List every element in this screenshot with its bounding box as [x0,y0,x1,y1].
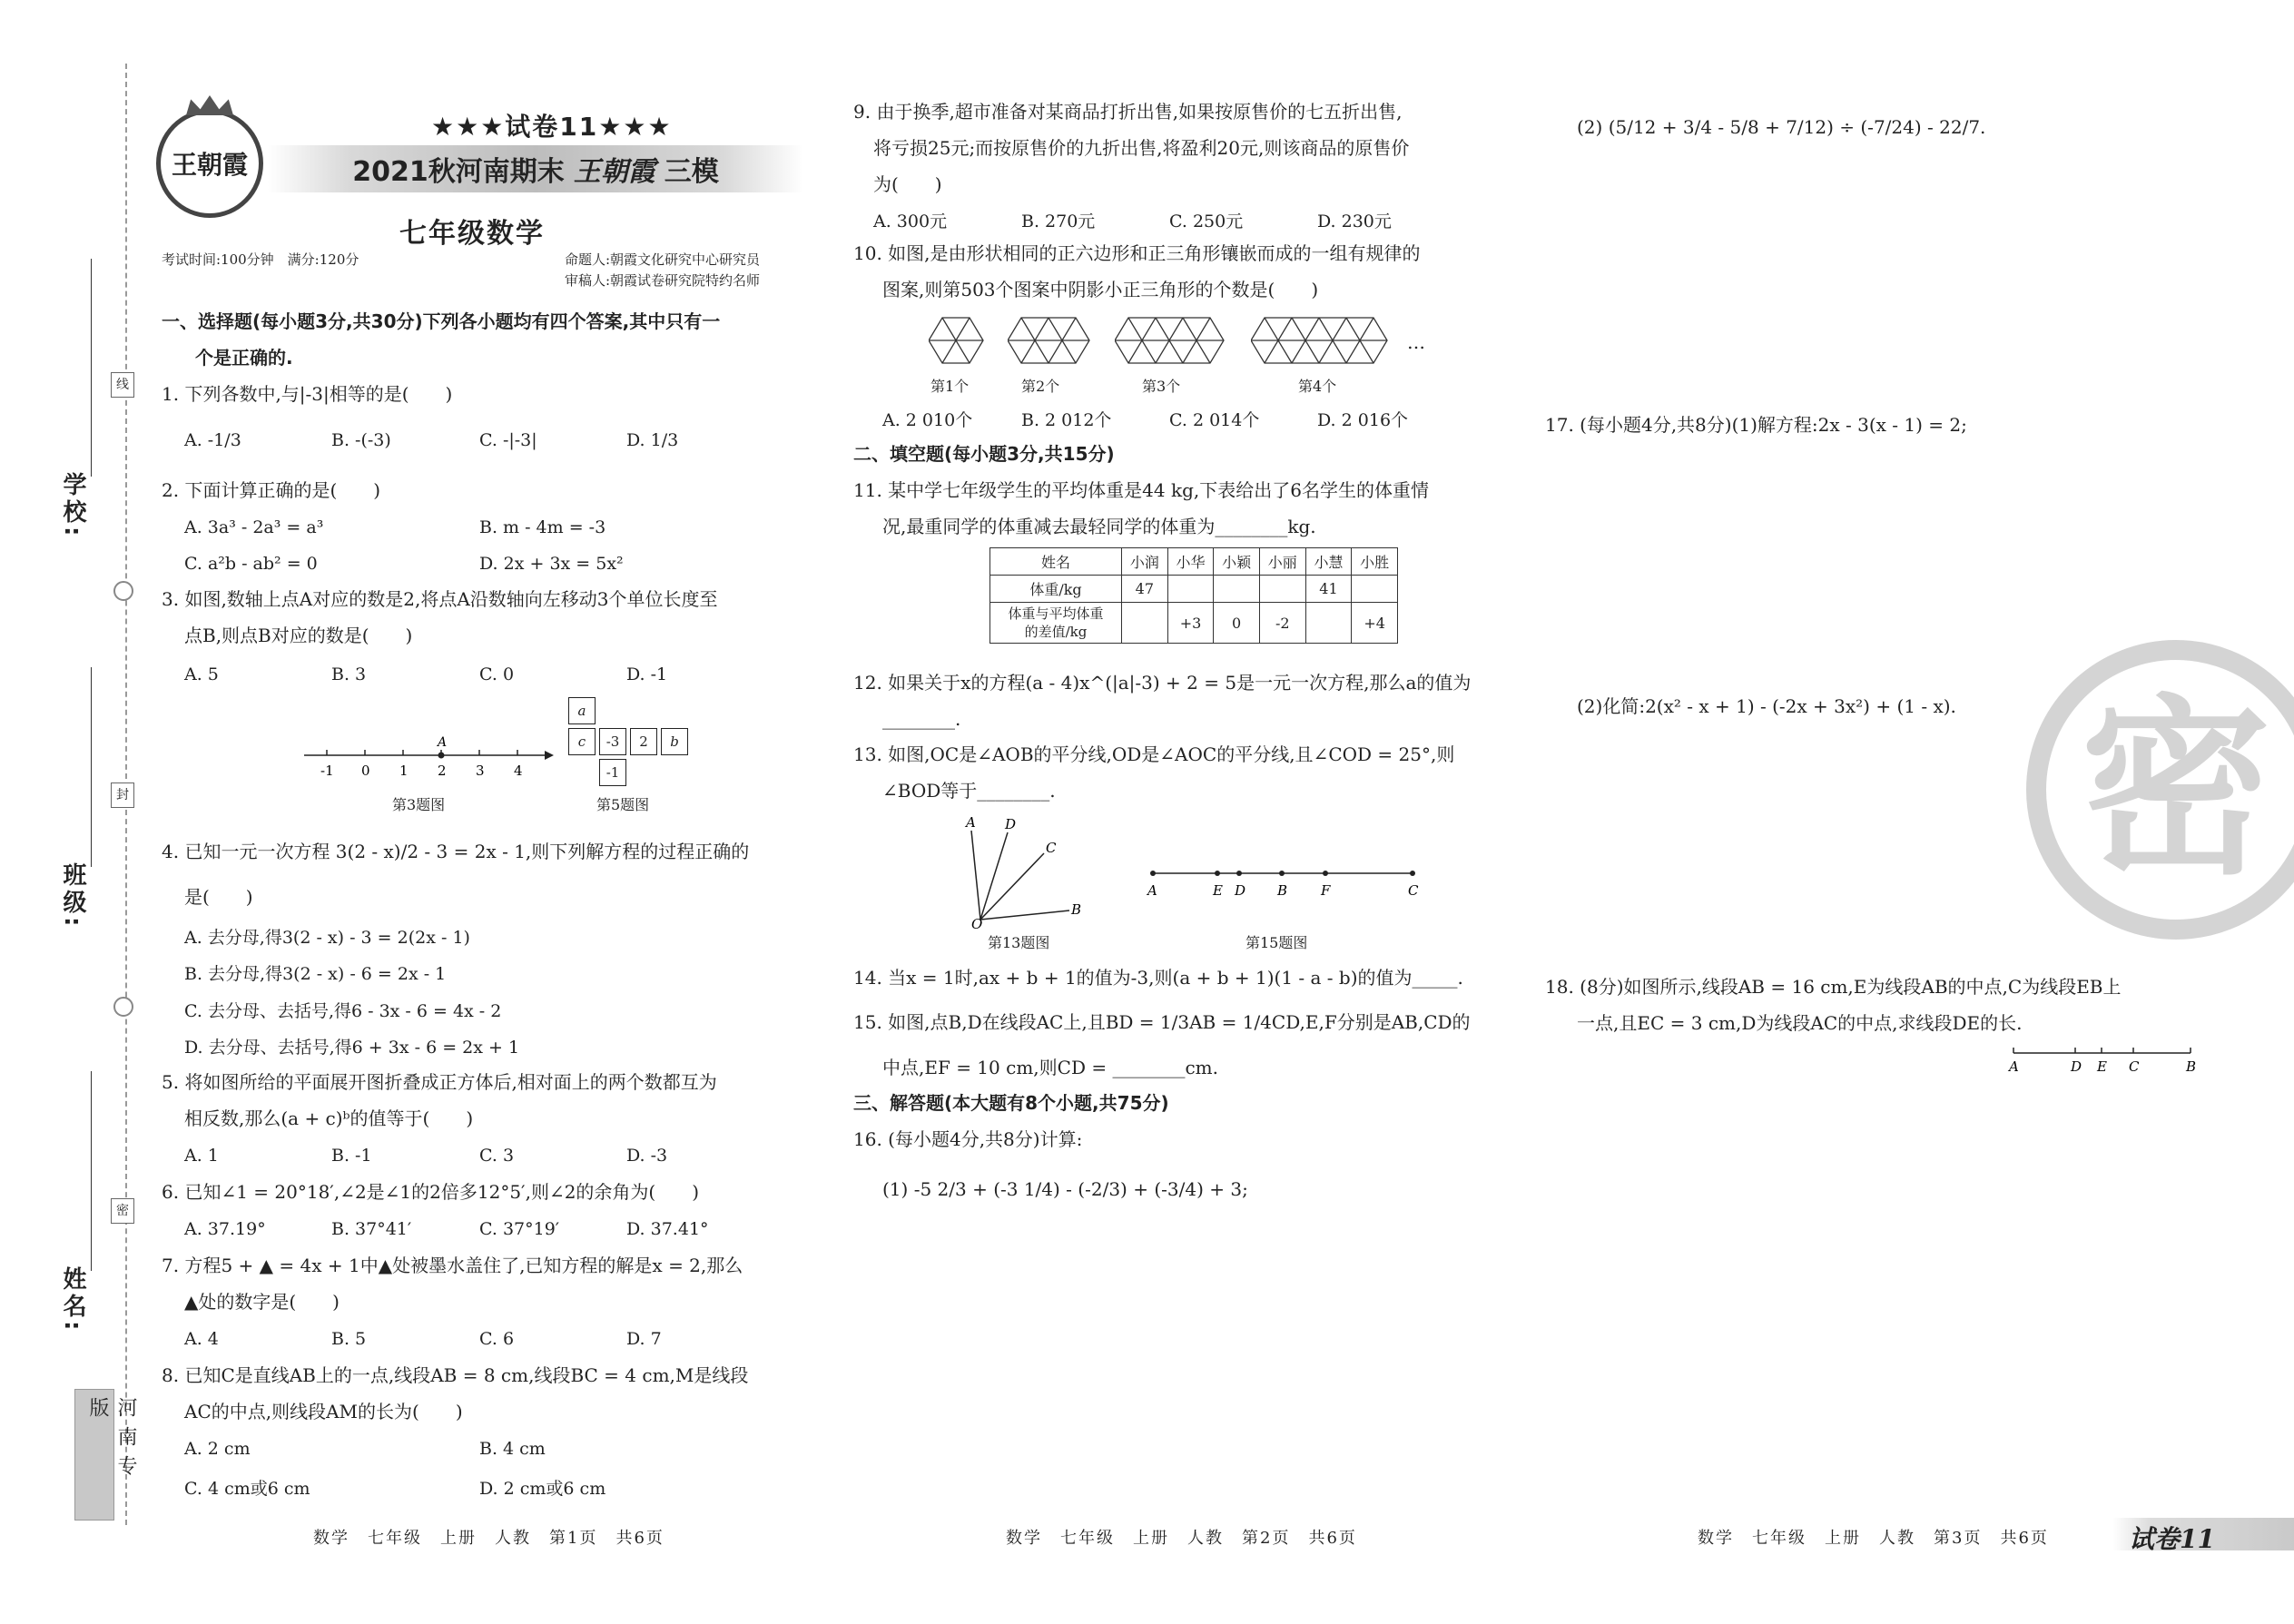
q10-caption-3: 第3个 [1142,378,1181,395]
row2-label-1: 体重与平均体重 [1008,605,1104,622]
svg-text:B: B [1071,901,1082,918]
q5-stem-1: 5. 将如图所给的平面展开图折叠成正方体后,相对面上的两个数都互为 [162,1071,717,1093]
q4-option-c: C. 去分母、去括号,得6 - 3x - 6 = 4x - 2 [184,1001,502,1021]
school-label: 学校: [59,472,86,540]
q8-stem-1: 8. 已知C是直线AB上的一点,线段AB = 8 cm,线段BC = 4 cm,M是线段 [162,1364,749,1386]
svg-text:A: A [1147,882,1157,899]
table-header: 小华 [1167,548,1214,576]
q17-part-2: (2)化简:2(x² - x + 1) - (-2x + 3x²) + (1 - x). [1577,695,1956,717]
row2-label-2: 的差值/kg [1024,624,1088,640]
svg-text:0: 0 [361,763,370,779]
seal-character: 密 [2080,678,2271,901]
q2-stem: 2. 下面计算正确的是( ) [162,479,381,501]
svg-text:4: 4 [514,763,523,779]
svg-text:3: 3 [476,763,485,779]
exam-suffix: 三模 [664,156,719,188]
section1-title-2: 个是正确的. [195,347,293,369]
name-label: 姓名: [59,1266,86,1334]
q9-option-c: C. 250元 [1169,212,1244,231]
table-cell [1259,576,1305,603]
svg-text:C: C [1046,840,1057,856]
q6-option-a: A. 37.19° [184,1219,266,1239]
q10-stem-2: 图案,则第503个图案中阴影小正三角形的个数是( ) [882,279,1319,300]
footer-page-2: 数学 七年级 上册 人教 第2页 共6页 [1006,1529,1357,1548]
q10-caption-1: 第1个 [930,378,970,395]
q3-option-a: A. 5 [184,664,219,684]
brand-name: 王朝霞 [573,156,655,188]
q18-stem-1: 18. (8分)如图所示,线段AB = 16 cm,E为线段AB的中点,C为线段EB上 [1545,976,2122,998]
svg-text:C: C [1408,882,1419,899]
table-cell-label [990,603,1122,644]
q10-pattern-4 [1251,313,1389,368]
fig13-angle-diagram [962,812,1098,930]
q5-stem-2: 相反数,那么(a + c)ᵇ的值等于( ) [184,1107,474,1129]
q12-stem-2: ________. [882,708,961,730]
q8-option-a: A. 2 cm [184,1439,251,1459]
q12-stem-1: 12. 如果关于x的方程(a - 4)x^(|a|-3) + 2 = 5是一元一次方程,那么a的值为 [853,672,1472,694]
table-header: 小胜 [1352,548,1398,576]
q3-option-c: C. 0 [479,664,515,684]
table-cell [1122,603,1168,644]
fig5-caption: 第5题图 [596,796,650,813]
logo-crown-icon [186,95,233,115]
q10-pattern-3 [1115,313,1226,368]
table-row [990,576,1398,603]
svg-text:-1: -1 [320,763,334,779]
q6-stem: 6. 已知∠1 = 20°18′,∠2是∠1的2倍多12°5′,则∠2的余角为( ) [162,1181,700,1203]
edition-text: 河南专版 [86,1397,137,1484]
school-line [91,259,92,477]
footer-page-3: 数学 七年级 上册 人教 第3页 共6页 [1698,1529,2049,1548]
q16-stem: 16. (每小题4分,共8分)计算: [853,1128,1083,1150]
q16-part-2: (2) (5/12 + 3/4 - 5/8 + 7/12) ÷ (-7/24) - 22/7. [1577,116,1986,138]
q1-option-d: D. 1/3 [626,430,679,450]
subject-title: 七年级数学 [399,218,545,250]
fig15-caption: 第15题图 [1245,934,1308,951]
q1-stem: 1. 下列各数中,与|-3|相等的是( ) [162,383,453,405]
table-header: 姓名 [990,548,1122,576]
svg-text:A: A [966,814,976,831]
q4-option-d: D. 去分母、去括号,得6 + 3x - 6 = 2x + 1 [184,1038,520,1058]
table-row [990,603,1398,644]
q10-pattern-1 [929,313,985,368]
q7-option-c: C. 6 [479,1329,515,1349]
q10-caption-4: 第4个 [1298,378,1337,395]
header-banner [268,145,803,192]
q16-part-1: (1) -5 2/3 + (-3 1/4) - (-2/3) + (-3/4) + 3; [882,1178,1248,1200]
q4-option-a: A. 去分母,得3(2 - x) - 3 = 2(2x - 1) [184,928,470,948]
q2-option-a: A. 3a³ - 2a³ = a³ [184,517,324,537]
svg-text:O: O [971,916,983,930]
q8-option-b: B. 4 cm [479,1439,546,1459]
q10-ellipsis: … [1407,331,1425,353]
series-title: ★★★试卷11★★★ [431,112,673,142]
table-header: 小慧 [1305,548,1352,576]
q5-option-d: D. -3 [626,1146,668,1166]
table-row [990,548,1398,576]
q7-option-b: B. 5 [331,1329,367,1349]
q3-stem-2: 点B,则点B对应的数是( ) [184,625,413,646]
q4-stem-2: 是( ) [184,886,253,908]
q10-pattern-2 [1008,313,1091,368]
q8-stem-2: AC的中点,则线段AM的长为( ) [184,1401,463,1422]
q11-stem-1: 11. 某中学七年级学生的平均体重是44 kg,下表给出了6名学生的体重情 [853,479,1429,501]
q9-option-b: B. 270元 [1021,212,1096,231]
svg-text:C: C [2129,1058,2140,1075]
point-a-label: A [438,735,448,750]
q15-stem-2: 中点,EF = 10 cm,则CD = ________cm. [882,1057,1218,1078]
q18-stem-2: 一点,且EC = 3 cm,D为线段AC的中点,求线段DE的长. [1577,1012,2023,1034]
svg-text:D: D [1235,882,1246,899]
section2-title: 二、填空题(每小题3分,共15分) [853,443,1115,465]
q6-option-c: C. 37°19′ [479,1219,560,1239]
q3-stem-1: 3. 如图,数轴上点A对应的数是2,将点A沿数轴向左移动3个单位长度至 [162,588,718,610]
svg-text:2: 2 [438,763,447,779]
footer-tag: 试卷11 [2129,1524,2215,1554]
author-1: 命题人:朝霞文化研究中心研究员 [565,251,761,268]
q9-option-a: A. 300元 [873,212,948,231]
table-cell: 47 [1122,576,1168,603]
cube-cell-2: 2 [630,728,657,755]
table-cell: +3 [1167,603,1214,644]
q9-stem-2: 将亏损25元;而按原售价的九折出售,将盈利20元,则该商品的原售价 [873,137,1410,159]
svg-text:D: D [1005,816,1017,832]
q2-option-c: C. a²b - ab² = 0 [184,554,318,574]
line-mark-1: 线 [111,372,134,398]
logo-badge [156,109,263,218]
svg-text:B: B [1277,882,1288,899]
q11-weight-table [989,547,1398,644]
q14-stem: 14. 当x = 1时,ax + b + 1的值为-3,则(a + b + 1)(1 - a - b)的值为_____. [853,967,1463,989]
table-cell: 41 [1305,576,1352,603]
svg-text:E: E [2097,1058,2107,1075]
q5-option-b: B. -1 [331,1146,372,1166]
cube-cell-a: a [568,697,596,724]
author-2: 审稿人:朝霞试卷研究院特约名师 [565,272,761,289]
q10-stem-1: 10. 如图,是由形状相同的正六边形和正三角形镶嵌而成的一组有规律的 [853,242,1421,264]
svg-text:B: B [2186,1058,2197,1075]
q15-stem-1: 15. 如图,点B,D在线段AC上,且BD = 1/3AB = 1/4CD,E,F分别是AB,CD的 [853,1011,1471,1033]
q10-option-a: A. 2 010个 [882,410,973,430]
q9-stem-3: 为( ) [873,173,942,195]
cube-cell-b: b [661,728,688,755]
footer-page-1: 数学 七年级 上册 人教 第1页 共6页 [313,1529,665,1548]
fig3-caption: 第3题图 [392,796,446,813]
q10-option-c: C. 2 014个 [1169,410,1260,430]
q17-part-1: 17. (每小题4分,共8分)(1)解方程:2x - 3(x - 1) = 2; [1545,414,1967,436]
section1-title: 一、选择题(每小题3分,共30分)下列各小题均有四个答案,其中只有一 [162,310,721,332]
table-cell: 0 [1214,603,1260,644]
q2-option-d: D. 2x + 3x = 5x² [479,554,624,574]
table-header: 小丽 [1259,548,1305,576]
table-cell [1352,576,1398,603]
q8-option-d: D. 2 cm或6 cm [479,1479,606,1499]
binding-ornament-1 [113,581,133,601]
table-cell: 体重/kg [990,576,1122,603]
table-cell [1214,576,1260,603]
q1-option-c: C. -|-3| [479,430,537,450]
q13-stem-2: ∠BOD等于________. [882,780,1056,802]
name-line [91,1071,92,1271]
q9-option-d: D. 230元 [1317,212,1392,231]
q10-option-d: D. 2 016个 [1317,410,1409,430]
cube-cell-neg1: -1 [599,759,626,786]
q10-option-b: B. 2 012个 [1021,410,1112,430]
q1-option-a: A. -1/3 [184,430,241,450]
svg-text:1: 1 [399,763,409,779]
table-cell: -2 [1259,603,1305,644]
exam-time: 考试时间:100分钟 满分:120分 [162,251,359,268]
seal-watermark [2026,640,2294,940]
q10-caption-2: 第2个 [1021,378,1060,395]
table-header: 小颖 [1214,548,1260,576]
q7-stem-2: ▲处的数字是( ) [184,1291,340,1313]
q7-option-d: D. 7 [626,1329,662,1349]
q7-option-a: A. 4 [184,1329,219,1349]
svg-text:D: D [2071,1058,2082,1075]
section3-title: 三、解答题(本大题有8个小题,共75分) [853,1092,1169,1114]
q2-option-b: B. m - 4m = -3 [479,517,606,537]
class-line [91,667,92,867]
q3-option-b: B. 3 [331,664,367,684]
edition-badge [74,1389,137,1521]
q8-option-c: C. 4 cm或6 cm [184,1479,310,1499]
fig15-segment-diagram [1142,862,1423,903]
table-cell: +4 [1352,603,1398,644]
q7-stem-1: 7. 方程5 + ▲ = 4x + 1中▲处被墨水盖住了,已知方程的解是x = 2,那么 [162,1255,743,1276]
q13-stem-1: 13. 如图,OC是∠AOB的平分线,OD是∠AOC的平分线,且∠COD = 25°,则 [853,743,1455,765]
q4-stem-1: 4. 已知一元一次方程 3(2 - x)/2 - 3 = 2x - 1,则下列解方程的过程正确的 [162,841,750,862]
fig18-segment-diagram [2004,1042,2200,1078]
table-header: 小润 [1122,548,1168,576]
cube-cell-neg3: -3 [599,728,626,755]
svg-text:A: A [2009,1058,2019,1075]
q11-stem-2: 况,最重同学的体重减去最轻同学的体重为________kg. [882,516,1316,537]
q9-stem-1: 9. 由于换季,超市准备对某商品打折出售,如果按原售价的七五折出售, [853,101,1403,123]
fig3-number-line [304,735,554,785]
binding-ornament-2 [113,997,133,1017]
q6-option-d: D. 37.41° [626,1219,709,1239]
svg-text:F: F [1321,882,1331,899]
class-label: 班级: [59,862,86,930]
table-cell [1305,603,1352,644]
q5-option-c: C. 3 [479,1146,515,1166]
q3-option-d: D. -1 [626,664,668,684]
q1-option-b: B. -(-3) [331,430,391,450]
table-cell [1167,576,1214,603]
fig13-caption: 第13题图 [988,934,1050,951]
cube-cell-c: c [568,728,596,755]
line-mark-3: 密 [111,1198,134,1224]
logo-text: 王朝霞 [171,150,248,180]
q5-option-a: A. 1 [184,1146,219,1166]
svg-text:E: E [1213,882,1223,899]
fig5-cube-net [568,697,686,788]
exam-title: 2021秋河南期末 [352,156,565,188]
q4-option-b: B. 去分母,得3(2 - x) - 6 = 2x - 1 [184,964,447,984]
line-mark-2: 封 [111,782,134,808]
q6-option-b: B. 37°41′ [331,1219,412,1239]
